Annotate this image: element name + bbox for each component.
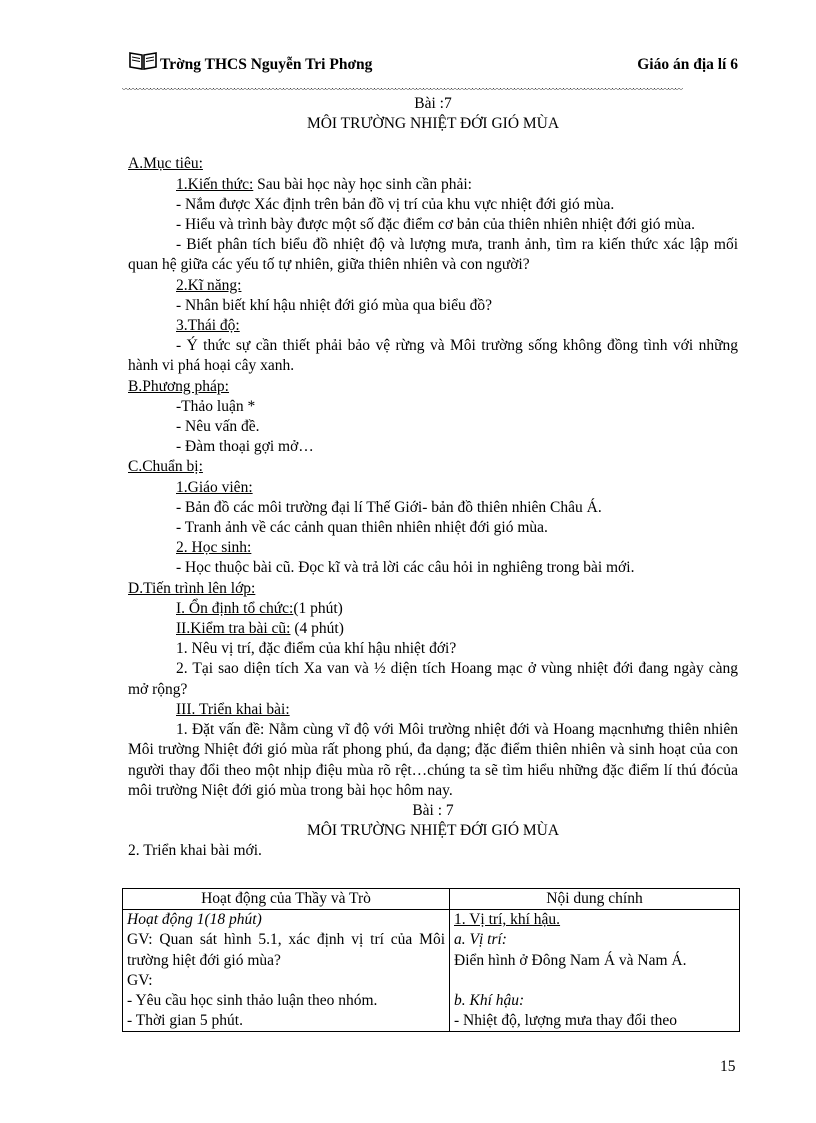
knowledge-line [128,175,738,195]
activity-line: GV: [127,971,153,989]
method-item: - Đàm thoại gợi mở… [176,438,314,456]
attitude-label: 3.Thái độ: [176,317,240,335]
student-item: - Học thuộc bài cũ. Đọc kĩ và trả lời các câu hỏi in nghiêng trong bài mới. [176,559,635,577]
knowledge-intro: Sau bài học này học sinh cần phải: [253,175,472,193]
subject-title: Giáo án địa lí 6 [637,56,738,73]
method-item: - Nêu vấn đề. [176,418,260,436]
content-heading: 1. Vị trí, khí hậu. [454,911,561,929]
step1-time: (1 phút) [293,599,343,617]
skills-item: - Nhân biết khí hậu nhiệt đới gió mùa qua biểu đồ? [176,296,492,314]
lesson-number-repeat: Bài : 7 [412,801,454,819]
header-divider: 〰〰〰〰〰〰〰〰〰〰〰〰〰〰〰〰〰〰〰〰〰〰〰〰〰〰〰〰〰〰〰〰〰〰〰〰〰〰〰〰〰〰〰〰〰〰〰〰〰〰〰〰〰〰〰〰〰〰〰〰〰〰〰〰〰〰〰〰〰〰〰〰〰〰〰〰〰〰〰〰 [122,86,682,94]
section-a-heading: A.Mục tiêu: [128,155,203,173]
knowledge-item: - Nắm được Xác định trên bản đồ vị trí của khu vực nhiệt đới gió mùa. [176,195,615,213]
teacher-item: - Bản đồ các môi trường đại lí Thế Giới- bản đồ thiên nhiên Châu Á. [176,498,602,516]
review-question: 1. Nêu vị trí, đặc điểm của khí hậu nhiệt đới? [176,640,457,658]
activity-title: Hoạt động 1(18 phút) [127,911,262,929]
activity-cell [123,910,450,1032]
method-item: -Thảo luận * [176,397,256,415]
section-c-heading: C.Chuẩn bị: [128,458,203,476]
lesson-title-repeat: MÔI TRƯỜNG NHIỆT ĐỚI GIÓ MÙA [306,822,560,840]
position-text: Điển hình ở Đông Nam Á và Nam Á. [454,951,687,969]
content-cell [450,910,740,1032]
spacer [454,971,735,991]
position-label: a. Vị trí: [454,931,507,949]
knowledge-label: 1.Kiến thức: [176,175,254,193]
page-header [128,50,738,76]
section-b-heading: B.Phương pháp: [128,377,229,395]
activity-line: GV: Quan sát hình 5.1, xác định vị trí của Môi trường hiệt đới gió mùa? [127,931,445,969]
teacher-item: - Tranh ảnh về các cảnh quan thiên nhiên nhiệt đới gió mùa. [176,519,548,537]
climate-label: b. Khí hậu: [454,991,525,1009]
climate-text: - Nhiệt độ, lượng mưa thay đổi theo [454,1012,678,1030]
lesson-content [128,94,738,862]
table-row [123,910,740,1032]
review-question: 2. Tại sao diện tích Xa van và ½ diện tích Hoang mạc ở vùng nhiệt đới đang ngày càng mở rộng? [128,660,738,698]
step3-label: III. Triển khai bài: [176,700,290,718]
attitude-item: - Ý thức sự cần thiết phải bảo vệ rừng và Môi trường sống không đồng tình với những hành vi phá hoại cây xanh. [128,337,738,375]
table-header-row [123,889,740,910]
step2-label: II.Kiểm tra bài cũ: [176,620,291,638]
page-number: 15 [720,1058,736,1075]
table-header: Hoạt động của Thầy và Trò [123,889,450,910]
lesson-number: Bài :7 [414,95,452,112]
step2-time: (4 phút) [290,620,344,638]
knowledge-item: - Hiểu và trình bày được một số đặc điểm cơ bản của thiên nhiên nhiệt đới gió mùa. [176,216,695,234]
teacher-label: 1.Giáo viên: [176,478,253,496]
section-d-heading: D.Tiến trình lên lớp: [128,579,256,597]
lesson-title: MÔI TRƯỜNG NHIỆT ĐỚI GIÓ MÙA [306,115,560,133]
activity-line: - Thời gian 5 phút. [127,1012,243,1030]
activity-table [122,888,740,1032]
spacer [128,134,738,154]
book-icon [128,50,158,77]
knowledge-item: - Biết phân tích biểu đồ nhiệt độ và lượng mưa, tranh ảnh, tìm ra kiến thức xác lập mối quan hệ giữa các yếu tố tự nhiên, giữa thiên nhiên và con người? [128,236,738,274]
intro-paragraph: 1. Đặt vấn đề: Nằm cùng vĩ độ với Môi trường nhiệt đới và Hoang mạcnhưng thiên nhiên Môi trường Nhiệt đới gió mùa rất phong phú, đa dạng; đặc điểm thiên nhiên và sinh hoạt của con người thay đổi theo một nhịp điệu mùa rõ rệt…chúng ta sẽ tìm hiểu những đặc điểm lí thú đócủa môi trường Niệt đới gió mùa trong bài học hôm nay. [128,721,738,799]
step1-label: I. Ổn định tổ chức: [176,599,294,617]
skills-label: 2.Kĩ năng: [176,276,242,294]
school-name: Trờng THCS Nguyễn Tri Phơng [160,56,373,73]
new-lesson-step: 2. Triển khai bài mới. [128,842,262,860]
table-header: Nội dung chính [450,889,740,910]
activity-line: - Yêu cầu học sinh thảo luận theo nhóm. [127,992,378,1010]
student-label: 2. Học sinh: [176,539,252,557]
